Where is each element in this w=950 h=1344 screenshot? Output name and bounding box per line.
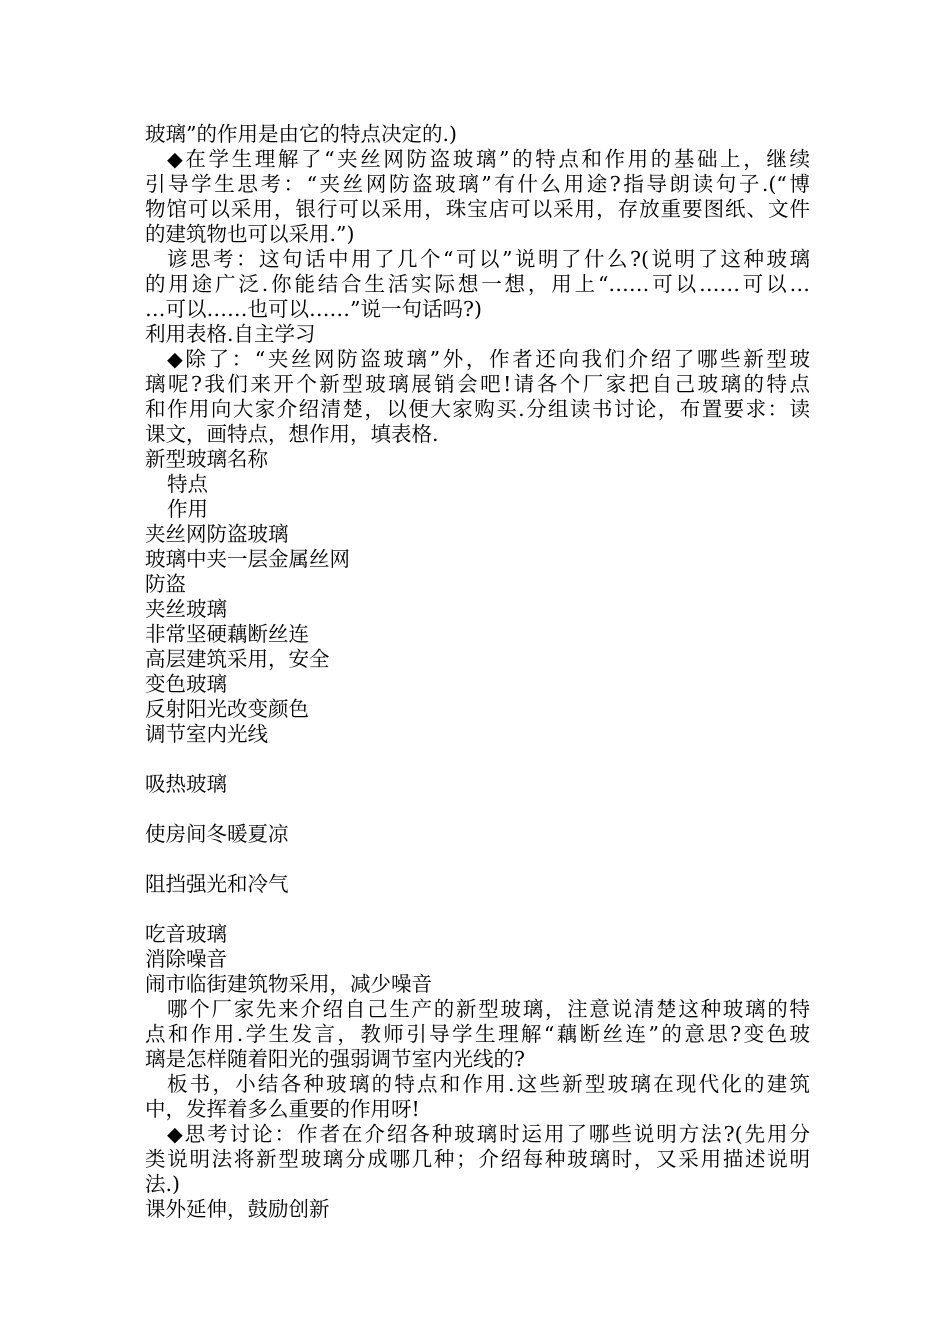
table-header-feature: 特点 [167,472,208,496]
text-line: 的用途广泛.你能结合生活实际想一想，用上“……可以……可以… [145,272,810,296]
document-body [145,122,810,1222]
text-line: …可以……也可以……”说一句话吗?) [145,297,482,321]
text-line: 课文，画特点，想作用，填表格. [145,422,439,446]
blank-line [145,747,810,772]
text-line: ◆思考讨论：作者在介绍各种玻璃时运用了哪些说明方法?(先用分 [167,1122,810,1146]
table-cell: 闹市临街建筑物采用，减少噪音 [145,972,432,996]
table-header-use: 作用 [167,497,208,521]
text-line: 璃是怎样随着阳光的强弱调节室内光线的? [145,1047,525,1071]
text-line: 哪个厂家先来介绍自己生产的新型玻璃，注意说清楚这种玻璃的特 [167,997,810,1021]
section-heading: 课外延伸，鼓励创新 [145,1197,330,1221]
table-cell: 调节室内光线 [145,722,268,746]
text-line: 玻璃”的作用是由它的特点决定的.) [145,122,457,146]
text-line: 璃呢?我们来开个新型玻璃展销会吧!请各个厂家把自己玻璃的特点 [145,372,810,396]
table-cell: 玻璃中夹一层金属丝网 [145,547,350,571]
table-cell: 夹丝网防盗玻璃 [145,522,289,546]
table-cell: 高层建筑采用，安全 [145,647,330,671]
text-line: 物馆可以采用，银行可以采用，珠宝店可以采用，存放重要图纸、文件 [145,197,810,221]
text-line: 法.) [145,1172,181,1196]
blank-line [145,897,810,922]
text-line: 和作用向大家介绍清楚，以便大家购买.分组读书讨论，布置要求：读 [145,397,810,421]
table-cell: 变色玻璃 [145,672,227,696]
table-cell: 夹丝玻璃 [145,597,227,621]
table-cell: 消除噪音 [145,947,227,971]
text-line: 引导学生思考：“夹丝网防盗玻璃”有什么用途?指导朗读句子.(“博 [145,172,810,196]
blank-line [145,847,810,872]
text-line: 的建筑物也可以采用.”) [145,222,355,246]
text-line: 谚思考：这句话中用了几个“可以”说明了什么?(说明了这种玻璃 [167,247,810,271]
blank-line [145,797,810,822]
table-cell: 吸热玻璃 [145,772,227,796]
table-cell: 防盗 [145,572,186,596]
table-cell: 使房间冬暖夏凉 [145,822,289,846]
table-cell: 阻挡强光和冷气 [145,872,289,896]
text-line: ◆在学生理解了“夹丝网防盗玻璃”的特点和作用的基础上，继续 [167,147,810,171]
text-line: 板书，小结各种玻璃的特点和作用.这些新型玻璃在现代化的建筑 [167,1072,810,1096]
table-cell: 吃音玻璃 [145,922,227,946]
text-line: 类说明法将新型玻璃分成哪几种；介绍每种玻璃时，又采用描述说明 [145,1147,810,1171]
table-header-name: 新型玻璃名称 [145,447,268,471]
section-heading: 利用表格.自主学习 [145,322,316,346]
text-line: 点和作用.学生发言，教师引导学生理解“藕断丝连”的意思?变色玻 [145,1022,810,1046]
table-cell: 非常坚硬藕断丝连 [145,622,309,646]
text-line: ◆除了：“夹丝网防盗玻璃”外，作者还向我们介绍了哪些新型玻 [167,347,810,371]
table-cell: 反射阳光改变颜色 [145,697,309,721]
text-line: 中，发挥着多么重要的作用呀! [145,1097,420,1121]
